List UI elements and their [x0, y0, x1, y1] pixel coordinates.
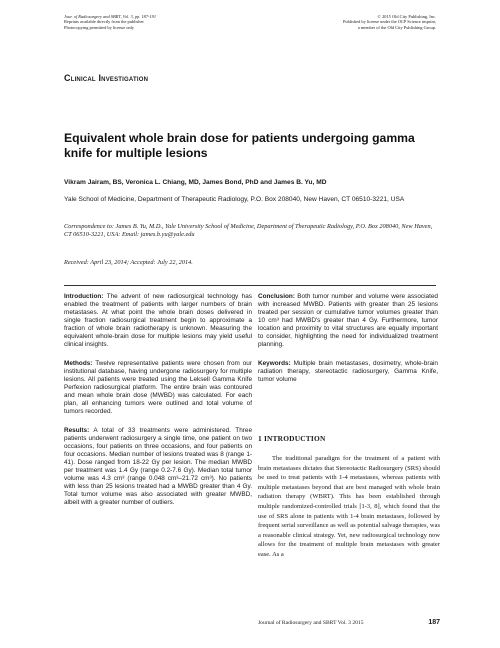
abstract-conclusion-text: Both tumor number and volume were associated with increased MWBD. Patients with greater than 25 lesions treated per session or cumulative tumor volumes greater than 10 cm³ had MWBD's greater than 4 Gy. Furthermore, tumor location and proximity to vital structures are equally important to consider, highlighting the need for individualized treatment planning. [258, 293, 438, 348]
correspondence: Correspondence to: James B. Yu, M.D., Yale University School of Medicine, Department of Therapeutic Radiology, P.O. Box 208040, New Haven, CT 06510-3221, USA: Email: james.b.yu@yale.edu [64, 223, 433, 238]
abstract-methods-text: Twelve representative patients were chosen from our institutional database, having undergone radiosurgery for multiple lesions. All patients were treated using the Leksell Gamma Knife Perfexion radiosurgical platform. The entire brain was contoured and mean whole brain dose (MWBD) was calculated. For each plan, all enhancing tumors were outlined and total volume of tumors recorded. [64, 360, 252, 415]
abstract-right-column [258, 293, 438, 395]
publisher-group-line: a member of the Old City Publishing Group. [357, 24, 436, 30]
footer-journal: Journal of Radiosurgery and SBRT Vol. 3 2015 [258, 620, 364, 626]
publisher-header-right [246, 14, 436, 30]
introduction-body: The traditional paradigm for the treatment of a patient with brain metastases dictates that Stereotactic Radiosurgery (SRS) should be used to treat patients with 1-4 metastases, whereas patients with multiple metastases beyond that are best managed with whole brain radiation therapy (WBRT). This has been established through multiple randomized-controlled trials [1-3, 8], which found that the use of SRS alone in patients with 1-4 brain metastases, followed by frequent serial surveillance as well as potential salvage therapies, was a reasonable clinical strategy. Yet, new radiosurgical technology now allows for the treatment of multiple brain metastases with greater ease. As a [258, 455, 440, 558]
license-line: Published by license under the OCP Science imprint, [342, 19, 436, 25]
abstract-keywords [258, 360, 438, 384]
journal-citation: Jour. of Radiosurgery and SBRT, Vol. 3, pp. 187-191 [64, 14, 157, 19]
abstract-results-label: Results: [64, 427, 90, 434]
photocopy-note: Photocopying permitted by license only [64, 24, 134, 30]
abstract-introduction-label: Introduction: [64, 293, 104, 300]
article-title: Equivalent whole brain dose for patients undergoing gamma knife for multiple lesions [64, 131, 415, 160]
abstract-conclusion [258, 293, 438, 349]
abstract-conclusion-label: Conclusion: [258, 293, 295, 300]
abstract-keywords-label: Keywords: [258, 360, 291, 367]
abstract-divider [64, 285, 436, 286]
abstract-methods [64, 360, 252, 416]
page-number: 187 [428, 619, 440, 626]
journal-header-left [64, 14, 244, 30]
abstract-introduction-text: The advent of new radiosurgical technology has enabled the treatment of patients with larger numbers of brain metastases. At what point the whole brain doses delivered in single fraction radiosurgical treatment begin to approximate a fraction of whole brain radiotherapy is unknown. Measuring the equivalent whole-brain dose for multiple lesions may yield useful clinical insights. [64, 293, 252, 348]
abstract-left-column [64, 293, 252, 518]
copyright-line: © 2015 Old City Publishing, Inc. [377, 14, 436, 19]
reprint-note: Reprints available directly from the publisher [64, 19, 144, 25]
affiliation: Yale School of Medicine, Department of Therapeutic Radiology, P.O. Box 208040, New Haven, CT 06510-3221, USA [64, 196, 405, 203]
author-list: Vikram Jairam, BS, Veronica L. Chiang, MD, James Bond, PhD and James B. Yu, MD [64, 179, 327, 186]
introduction-heading: 1 INTRODUCTION [258, 434, 326, 443]
abstract-methods-label: Methods: [64, 360, 93, 367]
section-label: Clinical Investigation [64, 73, 149, 83]
abstract-results-text: A total of 33 treatments were administered. Three patients underwent radiosurgery a single time, one patient on two occasions, four patients on three occasions, and four patients on four occasions. Median number of lesions treated was 8 (range 1-41). Dose ranged from 18-22 Gy per lesion. The median MWBD per treatment was 1.4 Gy (range 0.2-7.6 Gy). Median total tumor volume was 4.3 cm³ (range 0.048 cm³–21.72 cm³). No patients with less than 25 lesions treated had a MWBD greater than 4 Gy. Total tumor volume was also associated with greater MWBD, albeit with a greater number of outliers. [64, 427, 252, 506]
page-footer [258, 620, 440, 626]
abstract-results [64, 427, 252, 507]
abstract-introduction [64, 293, 252, 349]
received-accepted-dates: Received: April 23, 2014; Accepted: July 22, 2014. [64, 259, 193, 266]
abstract-keywords-text: Multiple brain metastases, dosimetry, whole-brain radiation therapy, stereotactic radiosurgery, Gamma Knife, tumor volume [258, 360, 438, 383]
